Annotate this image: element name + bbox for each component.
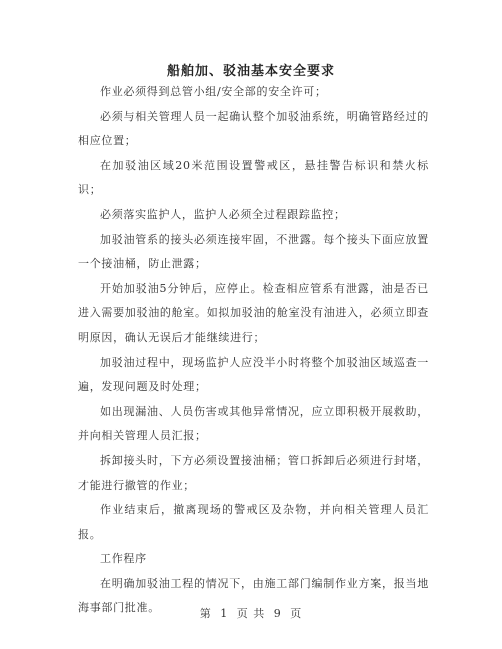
footer-middle: 页 共 (236, 607, 266, 620)
paragraph-completion: 作业结束后，撤离现场的警戒区及杂物，并向相关管理人员汇报。 (78, 503, 429, 541)
footer-total-pages: 9 (273, 607, 282, 620)
section-heading-work-procedure: 工作程序 (100, 552, 147, 566)
footer-suffix: 页 (290, 607, 303, 620)
document-body (78, 80, 429, 621)
paragraph-confirm-system: 必须与相关管理人员一起确认整个加驳油系统，明确管路经过的相应位置； (78, 109, 429, 148)
document-title: 船舶加、驳油基本安全要求 (166, 64, 335, 79)
paragraph-patrol: 加驳油过程中，现场监护人应没半小时将整个加驳油区域巡查一遍，发现问题及时处理； (78, 355, 429, 394)
paragraph-pipe-joints: 加驳油管系的接头必须连接牢固，不泄露。每个接头下面应放置一个接油桶，防止泄露； (78, 232, 429, 271)
paragraph-disassembly: 拆卸接头时，下方必须设置接油桶；管口拆卸后必须进行封堵，才能进行撤管的作业； (78, 453, 429, 492)
paragraph-emergency: 如出现漏油、人员伤害或其他异常情况，应立即积极开展救助，并向相关管理人员汇报； (78, 404, 429, 443)
paragraph-five-minute-check: 开始加驳油5分钟后，应停止。检查相应管系有泄露，油是否已进入需要加驳油的舱室。如拟加驳油的舱室没有油进入，必须立即查明原因，确认无误后才能继续进行； (78, 281, 429, 344)
paragraph-safety-permit: 作业必须得到总管小组/安全部的安全许可； (100, 85, 327, 98)
footer-prefix: 第 (199, 607, 212, 620)
paragraph-supervisor: 必须落实监护人，监护人必须全过程跟踪监控； (100, 207, 346, 221)
page-footer (0, 605, 502, 621)
footer-page-number: 1 (220, 607, 229, 620)
paragraph-warning-zone: 在加驳油区域20米范围设置警戒区，悬挂警告标识和禁火标识； (78, 158, 429, 197)
paragraph-work-plan: 在明确加驳油工程的情况下，由施工部门编制作业方案，报当地海事部门批准。 (78, 576, 429, 615)
